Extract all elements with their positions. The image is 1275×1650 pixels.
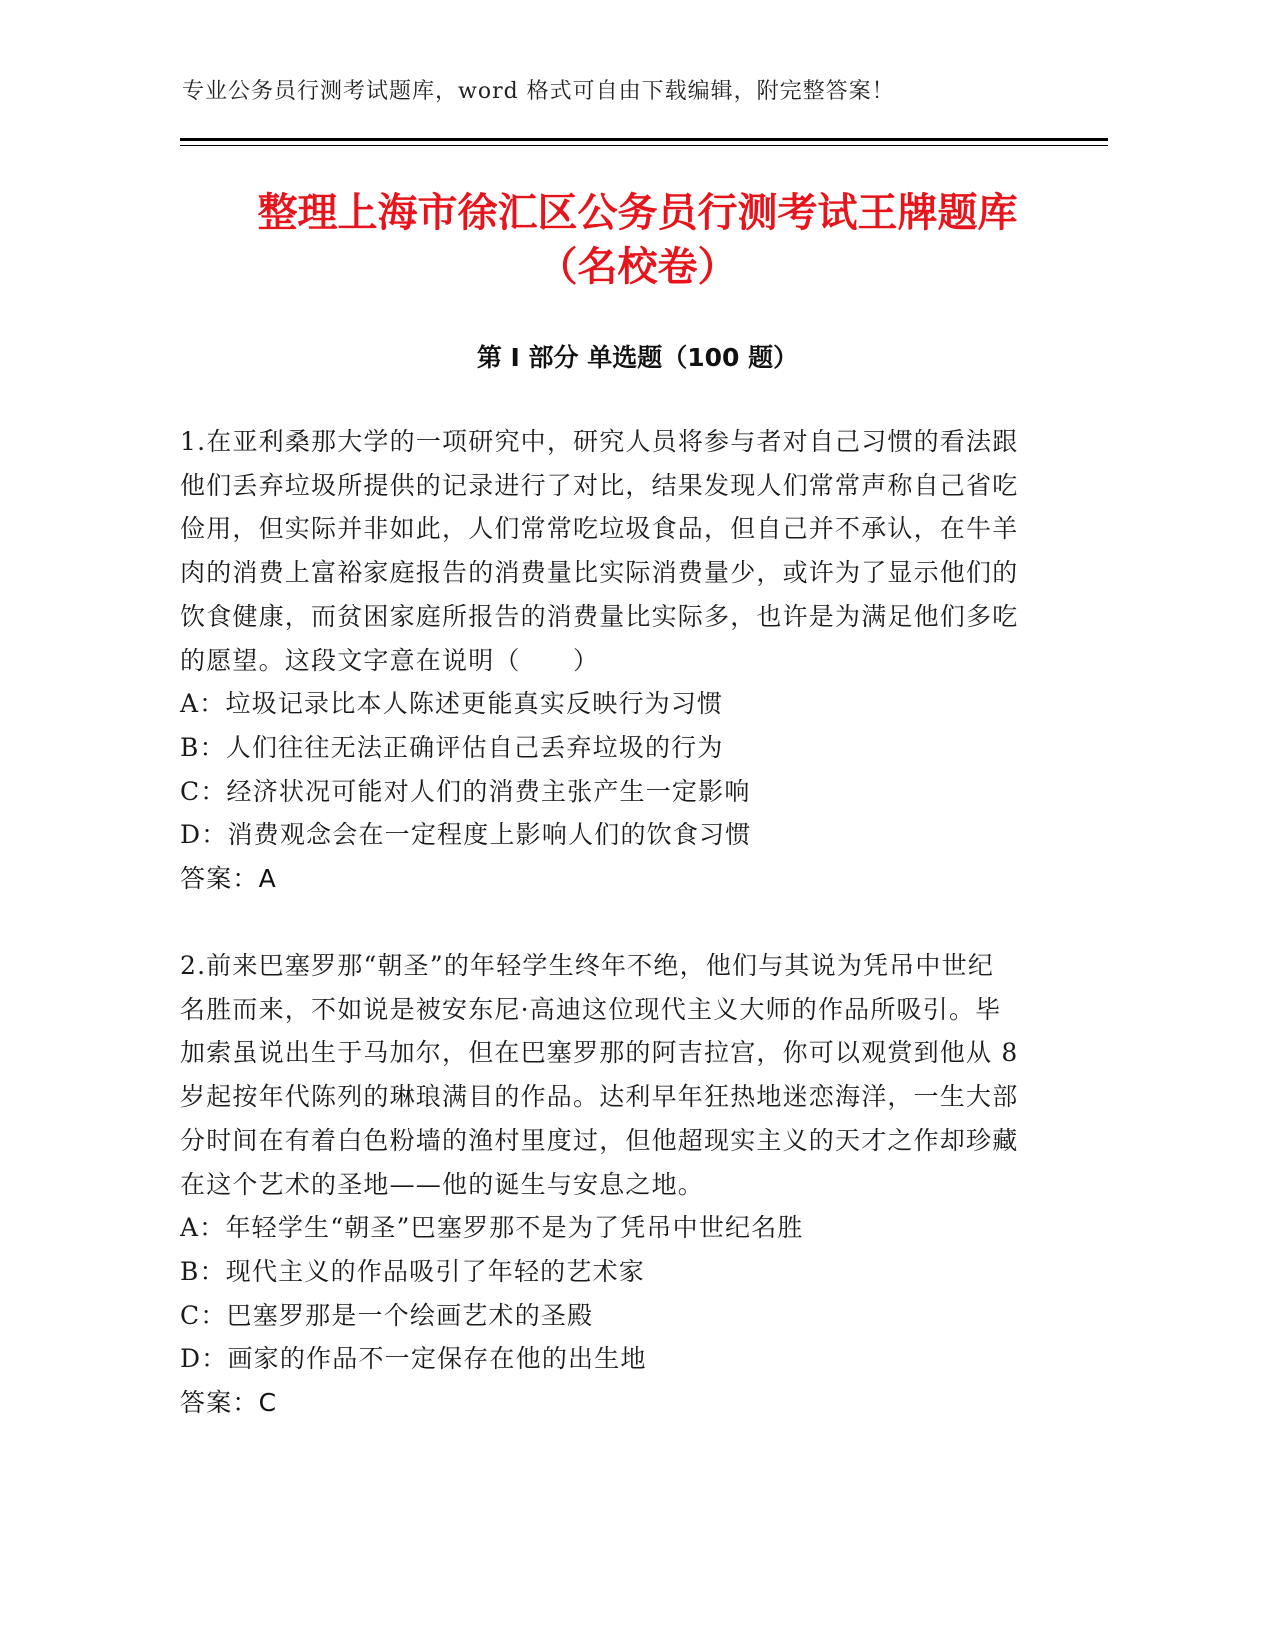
option-d: D：消费观念会在一定程度上影响人们的饮食习惯	[180, 820, 752, 850]
section-heading: 第 I 部分 单选题（100 题）	[476, 343, 799, 372]
option-b: B：现代主义的作品吸引了年轻的艺术家	[180, 1256, 645, 1286]
question-1	[180, 420, 1020, 901]
option-c: C：巴塞罗那是一个绘画艺术的圣殿	[180, 1300, 594, 1330]
option-a: A：垃圾记录比本人陈述更能真实反映行为习惯	[180, 689, 724, 719]
header-rule-thick	[180, 138, 1108, 141]
question-stem: 2.前来巴塞罗那“朝圣”的年轻学生终年不绝，他们与其说为凭吊中世纪名胜而来，不如说是被安东尼·高迪这位现代主义大师的作品所吸引。毕加索虽说出生于马加尔，但在巴塞罗那的阿吉拉宫，你可以观赏到他从 8 岁起按年代陈列的琳琅满目的作品。达利早年狂热地迷恋海洋，一生大部分时间在有着白色粉墙的渔村里度过，但他超现实主义的天才之作却珍藏在这个艺术的圣地——他的诞生与安息之地。	[180, 951, 1019, 1199]
question-2	[180, 944, 1020, 1425]
option-c: C：经济状况可能对人们的消费主张产生一定影响	[180, 776, 751, 806]
title-line-1: 整理上海市徐汇区公务员行测考试王牌题库	[257, 190, 1018, 236]
option-d: D：画家的作品不一定保存在他的出生地	[180, 1344, 647, 1374]
document-title	[180, 186, 1095, 294]
header-note: 专业公务员行测考试题库，word 格式可自由下载编辑，附完整答案！	[182, 79, 895, 104]
option-b: B：人们往往无法正确评估自己丢弃垃圾的行为	[180, 732, 724, 762]
answer: 答案：A	[180, 864, 277, 894]
title-line-2: （名校卷）	[537, 244, 738, 290]
answer: 答案：C	[180, 1388, 278, 1418]
option-a: A：年轻学生“朝圣”巴塞罗那不是为了凭吊中世纪名胜	[180, 1213, 804, 1243]
header-rule-thin	[180, 145, 1108, 146]
question-stem: 1.在亚利桑那大学的一项研究中，研究人员将参与者对自己习惯的看法跟他们丢弃垃圾所提供的记录进行了对比，结果发现人们常常声称自己省吃俭用，但实际并非如此，人们常常吃垃圾食品，但自己并不承认，在牛羊肉的消费上富裕家庭报告的消费量比实际消费量少，或许为了显示他们的饮食健康，而贫困家庭所报告的消费量比实际多，也许是为满足他们多吃的愿望。这段文字意在说明（ ）	[180, 427, 1019, 675]
